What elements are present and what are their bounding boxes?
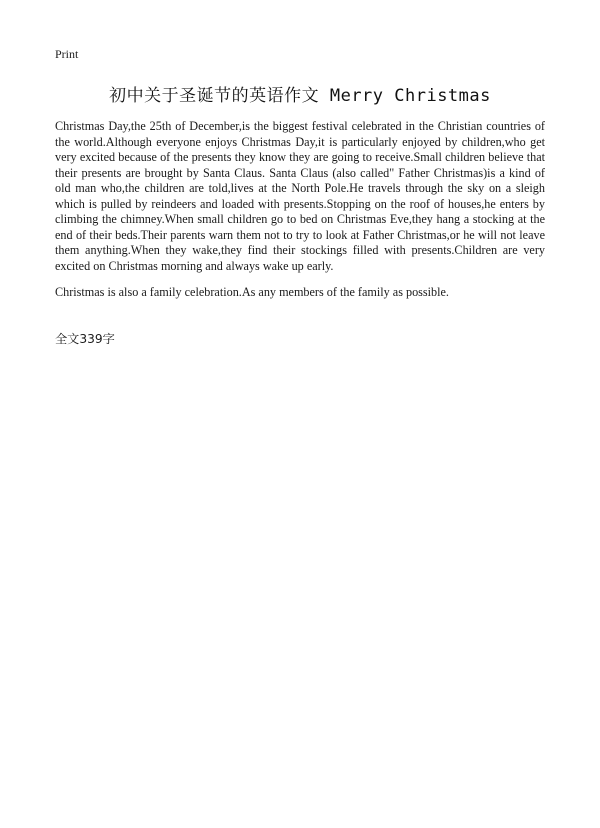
word-count: 全文339字 <box>55 332 115 346</box>
article-body <box>55 119 545 312</box>
paragraph-2: Christmas is also a family celebration.As any members of the family as possible. <box>55 285 449 299</box>
print-link[interactable]: Print <box>55 47 79 61</box>
article-title: 初中关于圣诞节的英语作文 Merry Christmas <box>109 86 491 106</box>
paragraph-1: Christmas Day,the 25th of December,is the biggest festival celebrated in the Christian countries of the world.Although everyone enjoys Christmas Day,it is particularly enjoyed by children,who get very excited because of the presents they know they are going to receive.Small children believe that their presents are brought by Santa Claus. Santa Claus (also called" Father Christmas)is a kind of old man who,the children are told,lives at the North Pole.He travels through the sky on a sleigh which is pulled by reindeers and loaded with presents.Stopping on the roof of houses,he enters by climbing the chimney.When small children go to bed on Christmas Eve,they hang a stocking at the end of their beds.Their parents warn them not to try to look at Father Christmas,or he will not leave them anything.When they wake,they find their stockings filled with presents.Children are very excited on Christmas morning and always wake up early. <box>55 119 545 273</box>
